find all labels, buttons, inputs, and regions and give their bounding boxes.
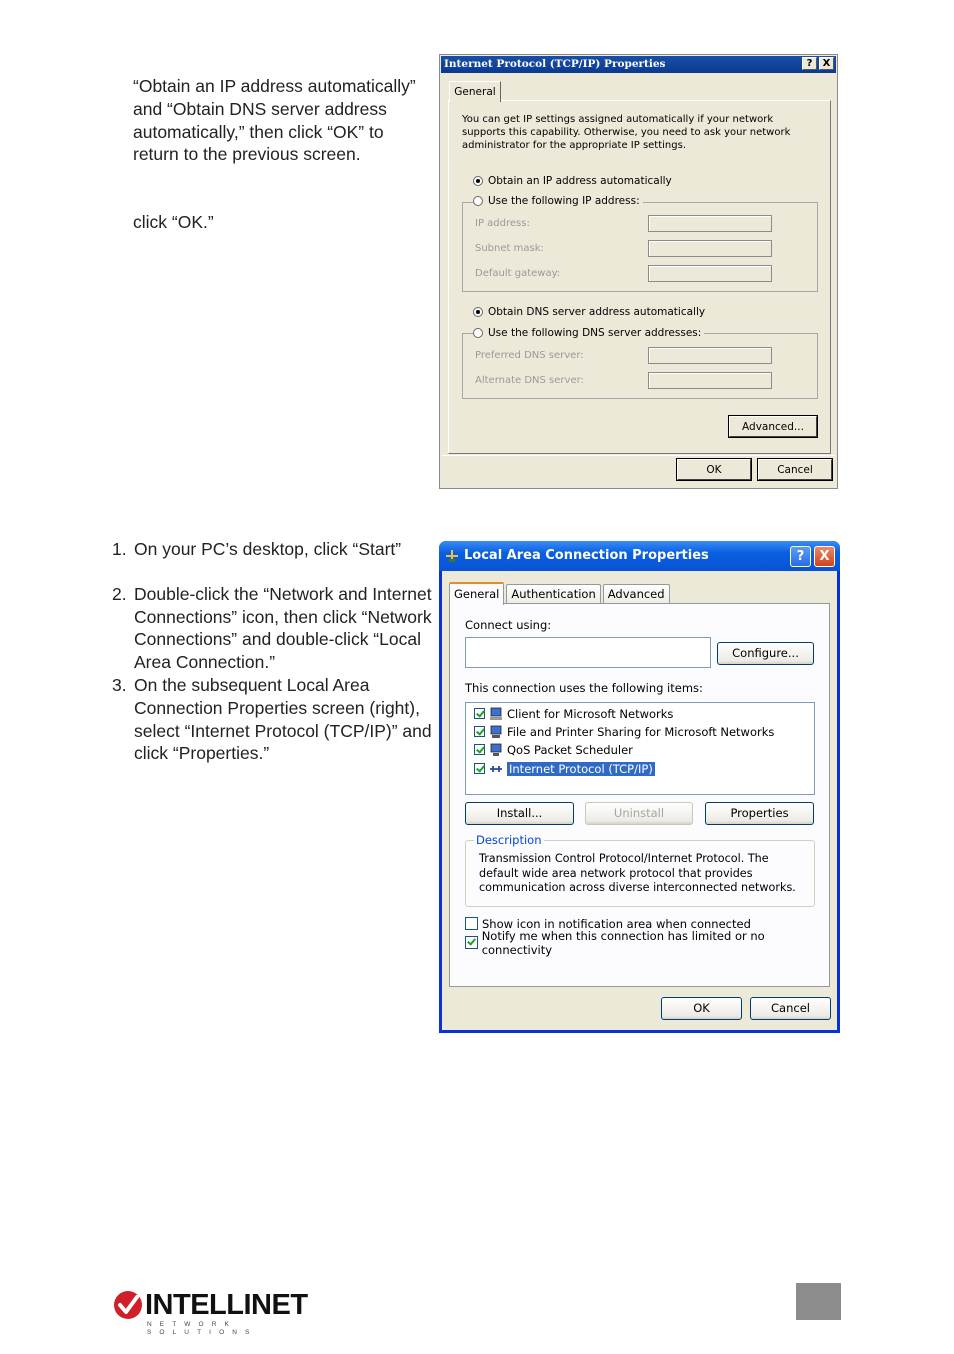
checkbox-unchecked[interactable] [465, 917, 478, 930]
general-panel [449, 603, 830, 987]
item-label: QoS Packet Scheduler [507, 742, 633, 757]
radio-label: Obtain DNS server address automatically [488, 306, 706, 318]
uninstall-button: Uninstall [585, 802, 693, 825]
radio-unselected-icon [473, 196, 483, 206]
close-button[interactable]: X [819, 57, 834, 70]
item-label: File and Printer Sharing for Microsoft Networks [507, 724, 775, 739]
radio-unselected-icon [473, 328, 483, 338]
adapter-field [465, 637, 711, 668]
item-label-selected: Internet Protocol (TCP/IP) [509, 761, 653, 776]
ok-button[interactable]: OK [661, 997, 742, 1020]
intellinet-logo [112, 1289, 322, 1336]
preferred-dns-label: Preferred DNS server: [475, 350, 584, 361]
network-connection-icon [445, 549, 459, 563]
item-label: Client for Microsoft Networks [507, 706, 674, 721]
dialog-separator [442, 455, 835, 456]
radio-use-static-ip[interactable] [473, 195, 643, 207]
radio-label: Use the following IP address: [488, 195, 640, 207]
step-number: 1. [112, 539, 127, 559]
alternate-dns-label: Alternate DNS server: [475, 375, 584, 386]
checkbox-checked[interactable] [474, 708, 485, 719]
list-item-client[interactable] [474, 705, 673, 722]
static-dns-group [462, 333, 818, 399]
ip-address-label: IP address: [475, 218, 530, 229]
advanced-button[interactable]: Advanced... [729, 416, 817, 437]
step-3 [112, 674, 442, 765]
radio-selected-icon [473, 176, 483, 186]
tab-strip [449, 582, 670, 604]
tab-general[interactable]: General [449, 582, 504, 605]
checkbox-checked[interactable] [474, 726, 485, 737]
default-gateway-field [648, 265, 772, 282]
option-label: Show icon in notification area when connected [482, 916, 751, 931]
instruction-paragraph-2: click “OK.” [133, 212, 214, 233]
step-2 [112, 583, 442, 674]
radio-label: Use the following DNS server addresses: [488, 327, 702, 339]
file-printer-sharing-icon [489, 725, 503, 739]
preferred-dns-field [648, 347, 772, 364]
items-label: This connection uses the following items: [465, 681, 703, 695]
step-text: Double-click the “Network and Internet Connections” icon, then click “Network Connections” and double-click “Local Area Connection.” [134, 583, 432, 673]
dialog-title-bar [441, 56, 836, 73]
dialog-body [442, 571, 837, 1030]
subnet-mask-label: Subnet mask: [475, 243, 544, 254]
help-button[interactable]: ? [790, 546, 811, 567]
properties-button[interactable]: Properties [705, 802, 814, 825]
description-text: Transmission Control Protocol/Internet Protocol. The default wide area network protocol that provides communication across diverse interconnected networks. [479, 852, 796, 894]
components-list [465, 702, 815, 795]
step-text: On your PC’s desktop, click “Start” [134, 539, 402, 559]
radio-selected-icon [473, 307, 483, 317]
logo-tagline: NETWORK SOLUTIONS [147, 1321, 258, 1336]
close-button[interactable]: X [814, 546, 835, 567]
description-legend: Description [476, 833, 542, 847]
option-label: Notify me when this connection has limited or no connectivity [481, 928, 765, 957]
list-item-file-sharing[interactable] [474, 723, 774, 740]
notify-option[interactable] [465, 928, 829, 957]
page-number-box [796, 1283, 841, 1320]
instruction-steps [112, 538, 442, 765]
tab-authentication[interactable]: Authentication [506, 584, 600, 604]
dialog-title: Internet Protocol (TCP/IP) Properties [444, 58, 666, 70]
description-group [465, 833, 815, 907]
step-1 [112, 538, 442, 561]
cancel-button[interactable]: Cancel [750, 997, 831, 1020]
connect-using-label: Connect using: [465, 618, 552, 632]
list-item-qos[interactable] [474, 741, 633, 758]
checkbox-checked[interactable] [474, 744, 485, 755]
tab-advanced[interactable]: Advanced [603, 584, 670, 604]
list-item-tcpip[interactable] [474, 760, 655, 777]
checkbox-checked[interactable] [474, 763, 485, 774]
client-computer-icon [489, 707, 503, 721]
tcpip-properties-dialog [439, 54, 838, 489]
default-gateway-label: Default gateway: [475, 268, 561, 279]
cancel-button[interactable]: Cancel [758, 459, 832, 480]
radio-obtain-dns-auto[interactable] [473, 306, 708, 318]
dialog-title: Local Area Connection Properties [464, 548, 709, 563]
logo-wordmark: INTELLINET [145, 1289, 308, 1321]
configure-button[interactable]: Configure... [717, 642, 814, 665]
instruction-top [133, 75, 423, 234]
qos-scheduler-icon [489, 743, 503, 757]
dialog-title-bar [439, 541, 840, 571]
radio-label: Obtain an IP address automatically [488, 175, 672, 187]
step-text: On the subsequent Local Area Connection Properties screen (right), select “Internet Protocol (TCP/IP)” and click “Properties.” [134, 674, 432, 764]
radio-obtain-ip-auto[interactable] [473, 175, 675, 187]
subnet-mask-field [648, 240, 772, 257]
ok-button[interactable]: OK [677, 459, 751, 480]
ip-address-field [648, 215, 772, 232]
step-number: 3. [112, 674, 127, 695]
step-number: 2. [112, 583, 127, 604]
protocol-icon [489, 762, 503, 776]
checkbox-checked[interactable] [465, 936, 478, 949]
radio-use-static-dns[interactable] [473, 327, 704, 339]
alternate-dns-field [648, 372, 772, 389]
tab-general[interactable]: General [449, 81, 501, 102]
install-button[interactable]: Install... [465, 802, 574, 825]
instruction-paragraph-1: “Obtain an IP address automatically” and “Obtain DNS server address automatically,” then click “OK” to return to the previous screen. [133, 76, 416, 165]
lan-properties-dialog [439, 541, 840, 1033]
intro-text: You can get IP settings assigned automatically if your network supports this capability. Otherwise, you need to ask your network administrator for the appropriate IP settings. [462, 114, 791, 151]
help-button[interactable]: ? [802, 57, 817, 70]
